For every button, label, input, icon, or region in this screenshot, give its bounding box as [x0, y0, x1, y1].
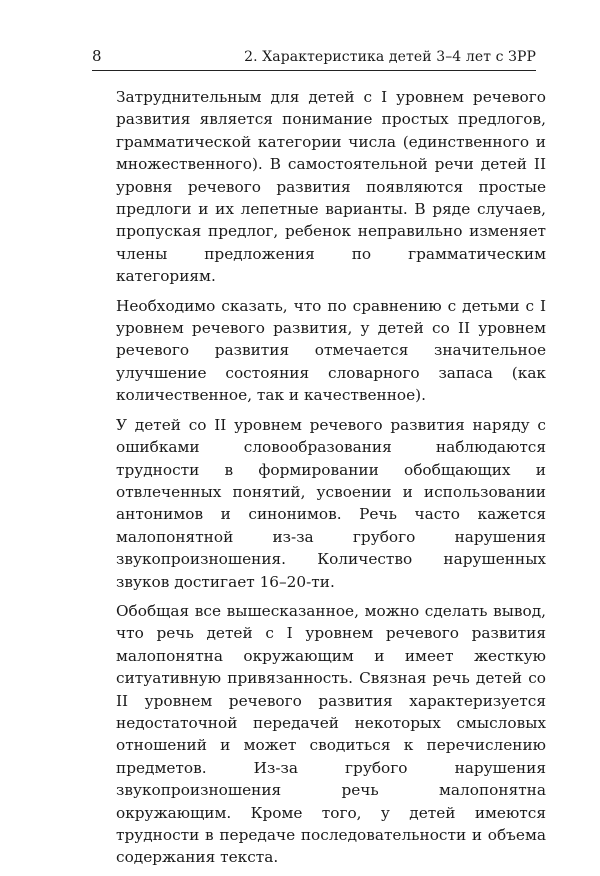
chapter-title: 2. Характеристика детей 3–4 лет с ЗРР	[244, 49, 536, 65]
paragraph: Необходимо сказать, что по сравнению с детьми с I уровнем речевого развития, у детей со II уровнем речевого развития отмечается значительное улучшение состояния словарного запаса (как количественное, так и качественное).	[116, 296, 546, 405]
body-text	[116, 86, 546, 876]
running-header	[92, 43, 536, 71]
page-number: 8	[92, 47, 102, 65]
paragraph: Обобщая все вышесказанное, можно сделать вывод, что речь детей с I уровнем речевого развития малопонятна окружающим и имеет жесткую ситуативную привязанность. Связная речь детей со II уровнем речевого развития характеризуется недостаточной передачей некоторых смысловых отношений и может сводиться к перечислению предметов. Из-за грубого нарушения звукопроизношения речь малопонятна окружающим. Кроме того, у детей имеются трудности в передаче последовательности и объема содержания текста.	[116, 601, 546, 867]
paragraph: У детей со II уровнем речевого развития наряду с ошибками словообразования наблюдаются трудности в формировании обобщающих и отвлеченных понятий, усвоении и использовании антонимов и синонимов. Речь часто кажется малопонятной из-за грубого нарушения звукопроизношения. Количество нарушенных звуков достигает 16–20-ти.	[116, 415, 546, 591]
paragraph: Затруднительным для детей с I уровнем речевого развития является понимание простых предлогов, грамматической категории числа (единственного и множественного). В самостоятельной речи детей II уровня речевого развития появляются простые предлоги и их лепетные варианты. В ряде случаев, пропуская предлог, ребенок неправильно изменяет члены предложения по грамматическим категориям.	[116, 88, 546, 286]
